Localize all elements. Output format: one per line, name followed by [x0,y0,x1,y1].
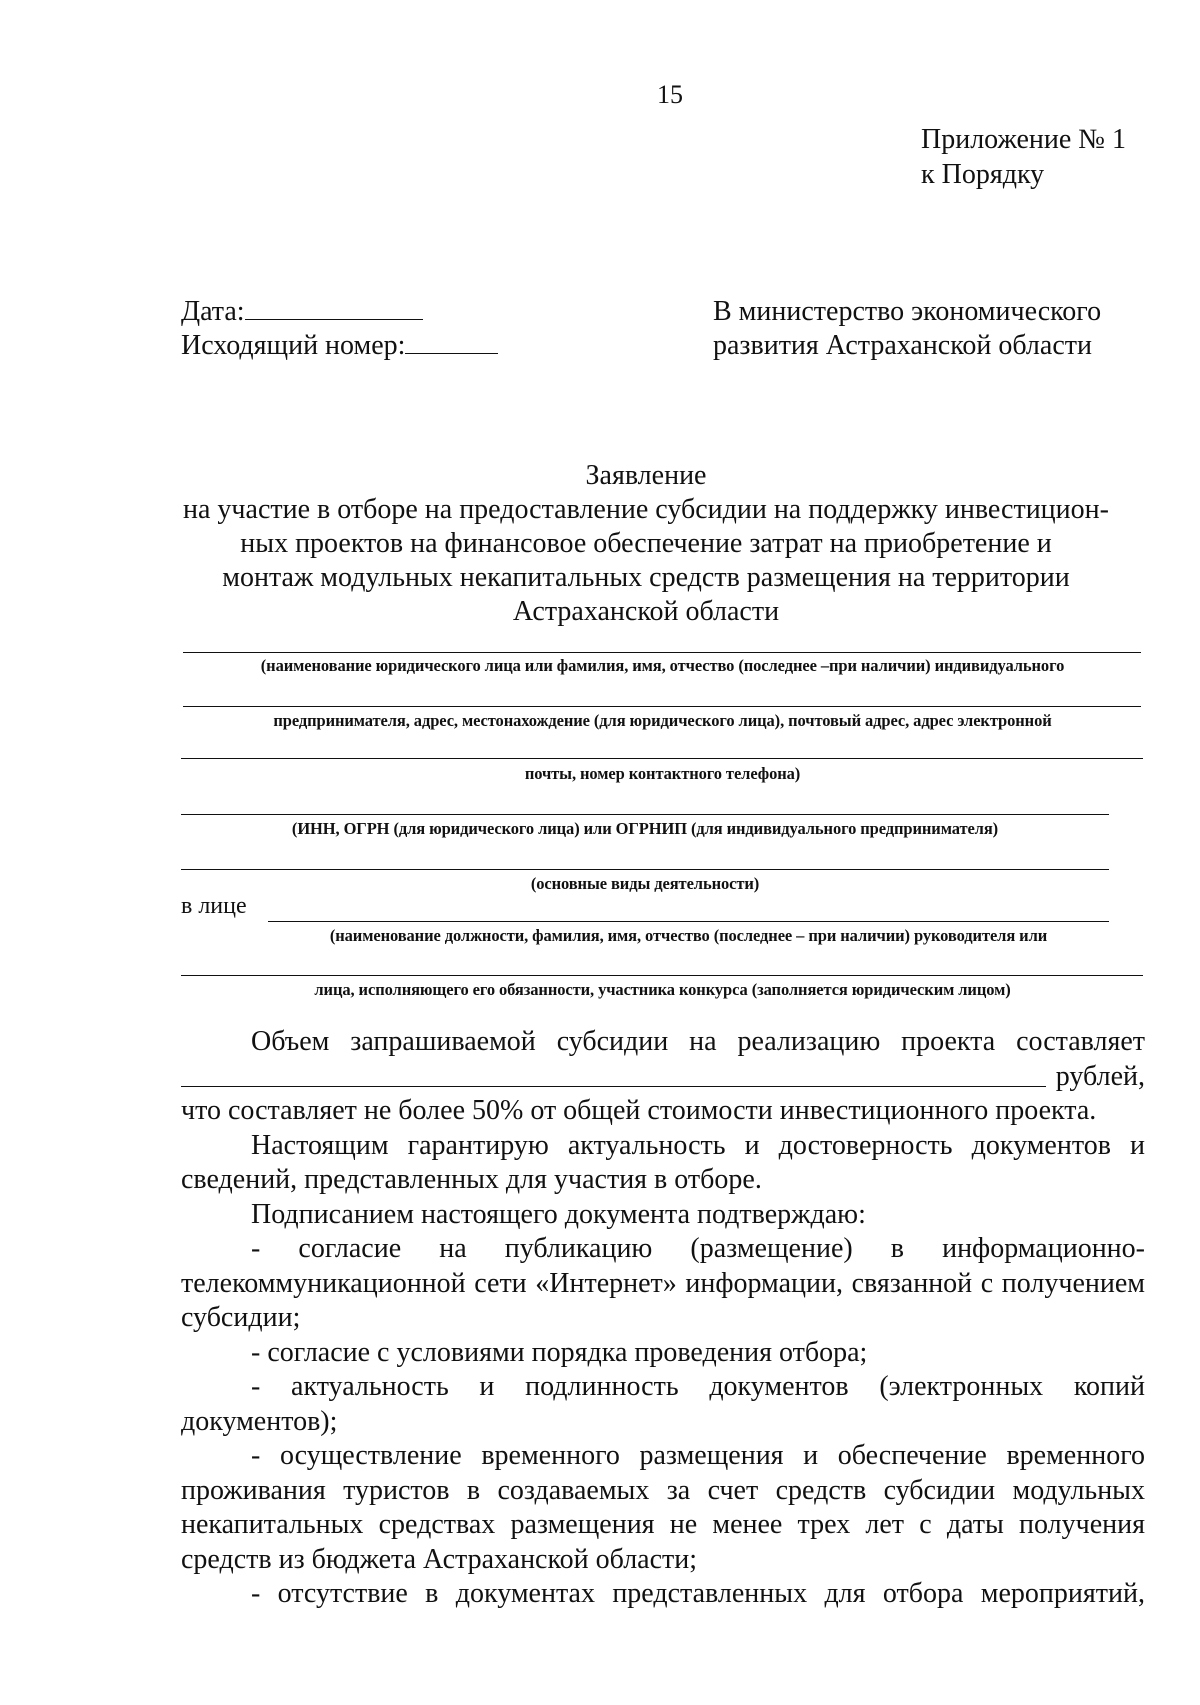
appendix-line-1: Приложение № 1 [921,124,1126,155]
documents-authenticity: - актуальность и подлинность документов (электронных копий документов); [181,1371,1145,1437]
consent-conditions: - согласие с условиями порядка проведения отбора; [251,1336,868,1368]
appendix-line-2: к Порядку [921,159,1045,190]
appendix-header [921,122,1126,192]
subsidy-share-text: что составляет не более 50% от общей стоимости инвестиционного проекта. [181,1095,1097,1126]
title-line-1: на участие в отборе на предоставление субсидии на поддержку инвестицион- [183,494,1109,525]
caption-registration: (ИНН, ОГРН (для юридического лица) или ОГРНИП (для индивидуального предпринимателя) [291,819,999,838]
title-line-2: ных проектов на финансовое обеспечение затрат на приобретение и [240,528,1052,559]
body-text [181,1025,1145,1612]
caption-activities: (основные виды деятельности) [530,874,760,893]
in-person-label: в лице [181,893,247,919]
addressee [713,295,1101,363]
title-heading: Заявление [585,460,707,491]
date-blank [245,295,423,320]
rubles-label: рублей, [1055,1060,1145,1092]
subsidy-amount-blank [181,1062,1046,1087]
subsidy-amount-text: Объем запрашиваемой субсидии на реализацию проекта составляет [251,1026,1145,1057]
outgoing-number-row [181,329,498,363]
caption-applicant-address: предпринимателя, адрес, местонахождение (для юридического лица), почтовый адрес, адрес электронной [273,711,1052,730]
subsidy-amount-row [181,1060,1145,1095]
caption-representative: (наименование должности, фамилия, имя, отчество (последнее – при наличии) руководителя или [329,926,1048,945]
title-line-4: Астраханской области [512,596,780,627]
confirmation-intro: Подписанием настоящего документа подтверждаю: [251,1198,866,1230]
fill-line-applicant-1 [183,652,1141,653]
fill-line-applicant-3 [181,758,1143,759]
caption-applicant-name: (наименование юридического лица или фамилия, имя, отчество (последнее –при наличии) индивидуального [260,656,1065,675]
caption-contacts: почты, номер контактного телефона) [524,764,801,783]
title-line-3: монтаж модульных некапитальных средств размещения на территории [222,562,1070,593]
fill-line-applicant-2 [183,706,1141,707]
tourist-accommodation-commitment: - осуществление временного размещения и обеспечение временного проживания туристов в создаваемых за счет средств субсидии модульных некапитальных средствах размещения не менее трех лет с даты получения средств из бюджета Астраханской области; [181,1440,1145,1575]
page-number: 15 [657,80,683,109]
outgoing-number-label: Исходящий номер: [181,330,406,361]
guarantee-paragraph: Настоящим гарантирую актуальность и достоверность документов и сведений, представленных для участия в отборе. [181,1129,1145,1195]
date-row [181,295,498,329]
addressee-line-2: развития Астраханской области [713,330,1092,361]
caption-representative-duties: лица, исполняющего его обязанности, участника конкурса (заполняется юридическим лицом) [314,980,1011,999]
absence-of-activities: - отсутствие в документах представленных для отбора мероприятий, [251,1578,1145,1609]
fill-line-representative-2 [181,975,1143,976]
fill-line-activities [181,869,1109,870]
fill-line-representative [268,921,1109,922]
addressee-line-1: В министерство экономического [713,296,1102,327]
document-meta [181,295,498,363]
document-title [176,459,1116,629]
date-label: Дата: [181,296,245,327]
outgoing-number-blank [405,329,498,354]
fill-line-registration [181,814,1109,815]
consent-publication: - согласие на публикацию (размещение) в информационно-телекоммуникационной сети «Интернет» информации, связанной с получением субсидии; [181,1233,1145,1333]
